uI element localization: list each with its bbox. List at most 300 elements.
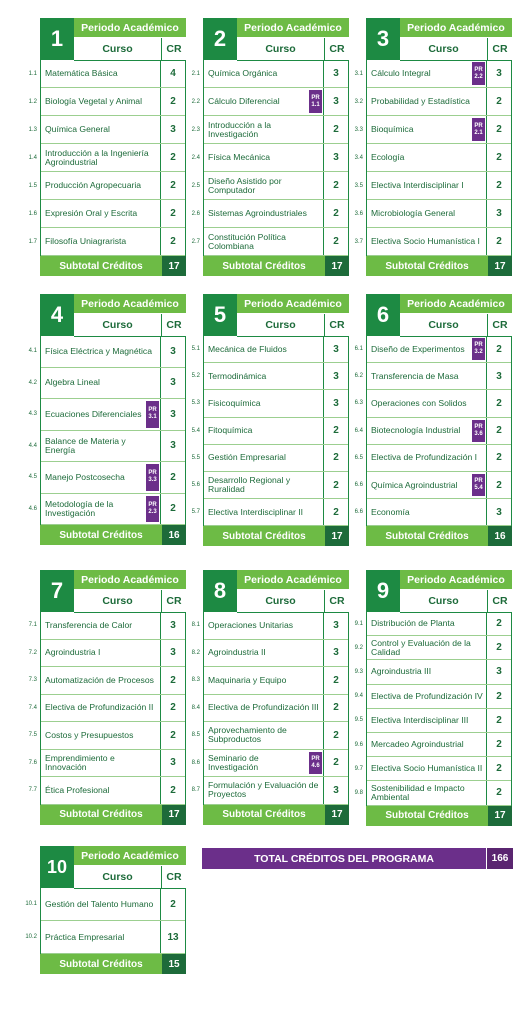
course-code: 4.2 [28, 379, 37, 386]
course-list [25, 888, 186, 954]
period-header [366, 18, 512, 60]
course-code: 8.1 [191, 622, 200, 629]
course-name [41, 200, 160, 227]
course-credits: 3 [323, 640, 348, 667]
course-row [191, 116, 348, 144]
period-number: 5 [203, 294, 237, 336]
period-title: Periodo Académico [237, 570, 349, 589]
course-name [367, 228, 486, 255]
course-name-text: Diseño de Experimentos [371, 343, 465, 354]
course-code: 6.5 [354, 454, 363, 461]
course-credits: 2 [486, 418, 511, 444]
course-credits: 2 [486, 612, 511, 635]
subtotal-value: 17 [488, 806, 512, 826]
course-name-text: Electiva de Profundización IV [371, 690, 483, 701]
course-code: 9.2 [354, 644, 363, 651]
course-code: 2.6 [191, 210, 200, 217]
course-name [367, 144, 486, 171]
course-column-header: Curso [102, 319, 133, 331]
period-title: Periodo Académico [400, 294, 512, 313]
course-code: 1.7 [28, 238, 37, 245]
course-row [191, 144, 348, 172]
course-code: 5.3 [191, 400, 200, 407]
subtotal-value: 17 [162, 805, 186, 825]
course-row [354, 709, 511, 733]
period-title: Periodo Académico [74, 294, 186, 313]
course-code: 6.1 [354, 346, 363, 353]
course-code: 4.5 [28, 474, 37, 481]
course-credits: 2 [160, 228, 185, 255]
course-name-text: Automatización de Procesos [45, 674, 154, 685]
credits-column-header: CR [487, 590, 512, 612]
course-credits: 2 [486, 88, 511, 115]
course-name-text: Agroindustria III [371, 666, 432, 677]
course-name-text: Electiva de Profundización II [45, 702, 154, 713]
course-credits: 2 [486, 445, 511, 471]
course-credits: 2 [486, 781, 511, 804]
column-headers [74, 38, 186, 61]
course-credits: 2 [486, 390, 511, 416]
course-credits: 3 [323, 336, 348, 362]
period-number: 1 [40, 18, 74, 60]
course-name-text: Distribución de Planta [371, 618, 455, 629]
period-block-2 [191, 18, 349, 276]
course-credits: 2 [486, 336, 511, 362]
course-row [354, 390, 511, 417]
period-block-9 [354, 570, 512, 826]
course-list [28, 336, 186, 525]
course-row [28, 640, 185, 668]
period-number: 7 [40, 570, 74, 612]
course-name-text: Biotecnología Industrial [371, 425, 461, 436]
course-name [367, 88, 486, 115]
course-name-text: Filosofía Uniagrarista [45, 236, 127, 246]
course-row [191, 60, 348, 88]
course-name-text: Algebra Lineal [45, 377, 100, 388]
course-column-header: Curso [265, 319, 296, 331]
course-credits: 2 [323, 750, 348, 777]
course-name [204, 472, 323, 498]
course-code: 9.8 [354, 789, 363, 796]
credits-column-header: CR [487, 314, 512, 336]
course-name-text: Probabilidad y Estadística [371, 96, 470, 106]
course-code: 4.1 [28, 348, 37, 355]
course-credits: 3 [486, 200, 511, 227]
course-code: 2.4 [191, 154, 200, 161]
course-name [204, 336, 323, 362]
course-row [191, 472, 348, 499]
course-credits: 2 [486, 709, 511, 732]
column-headers [74, 866, 186, 889]
course-name [204, 612, 323, 639]
course-name-text: Economía [371, 506, 410, 517]
course-name-text: Transferencia de Masa [371, 370, 459, 381]
course-code: 5.7 [191, 509, 200, 516]
course-credits: 2 [486, 144, 511, 171]
course-name-text: Introducción a la Investigación [208, 119, 272, 139]
course-name [367, 116, 486, 143]
course-row [28, 462, 185, 494]
course-row [25, 888, 185, 921]
course-code: 10.2 [25, 934, 37, 940]
period-header [40, 18, 186, 60]
course-list [191, 60, 349, 256]
course-credits: 3 [323, 612, 348, 639]
course-name [41, 494, 160, 525]
course-name-text: Operaciones Unitarias [208, 619, 294, 630]
credits-column-header: CR [324, 314, 349, 336]
course-row [191, 667, 348, 695]
course-row [28, 612, 185, 640]
course-name [41, 116, 160, 143]
course-row [354, 363, 511, 390]
course-name-text: Cálculo Diferencial [208, 96, 280, 106]
course-credits: 3 [323, 363, 348, 389]
course-row [28, 777, 185, 805]
subtotal-value: 17 [325, 256, 349, 276]
course-list [354, 60, 512, 256]
period-title: Periodo Académico [74, 570, 186, 589]
course-row [354, 336, 511, 363]
course-name [41, 695, 160, 722]
course-code: 5.4 [191, 427, 200, 434]
course-name [41, 172, 160, 199]
subtotal-row [366, 526, 512, 546]
subtotal-value: 15 [162, 954, 186, 974]
course-code: 2.3 [191, 126, 200, 133]
course-code: 8.7 [191, 787, 200, 794]
course-credits: 2 [160, 888, 185, 920]
course-name-text: Práctica Empresarial [45, 931, 125, 942]
course-name-text: Ecuaciones Diferenciales [45, 408, 142, 419]
course-code: 10.1 [25, 901, 37, 907]
course-name-text: Mecánica de Fluidos [208, 343, 287, 354]
course-name [204, 88, 323, 115]
course-name-text: Sostenibilidad e Impacto Ambiental [371, 782, 465, 802]
course-code: 7.7 [28, 787, 37, 794]
course-code: 9.4 [354, 693, 363, 700]
course-column-header: Curso [265, 595, 296, 607]
course-name-text: Electiva de Profundización III [208, 702, 319, 713]
course-name-text: Balance de Materia y Energía [45, 435, 126, 455]
course-code: 2.1 [191, 70, 200, 77]
course-credits: 3 [323, 390, 348, 416]
subtotal-row [203, 256, 349, 276]
course-name [367, 660, 486, 683]
course-code: 7.6 [28, 759, 37, 766]
course-credits: 3 [160, 640, 185, 667]
course-credits: 2 [486, 733, 511, 756]
course-credits: 3 [160, 612, 185, 639]
course-code: 3.4 [354, 154, 363, 161]
course-name-text: Biología Vegetal y Animal [45, 96, 142, 106]
course-name [367, 685, 486, 708]
course-name [204, 722, 323, 749]
course-name-text: Manejo Postcosecha [45, 471, 125, 482]
course-row [191, 445, 348, 472]
course-credits: 13 [160, 921, 185, 953]
prerequisite-badge: PR 3.3 [146, 464, 159, 491]
course-code: 1.2 [28, 98, 37, 105]
course-code: 3.3 [354, 126, 363, 133]
period-header [203, 570, 349, 612]
course-row [191, 336, 348, 363]
course-name [367, 733, 486, 756]
prerequisite-badge: PR 4.6 [309, 752, 322, 775]
course-name-text: Agroindustria II [208, 647, 266, 658]
course-name-text: Fisicoquímica [208, 397, 261, 408]
course-column-header: Curso [102, 871, 133, 883]
period-title: Periodo Académico [400, 18, 512, 37]
course-credits: 2 [323, 445, 348, 471]
course-code: 5.2 [191, 373, 200, 380]
course-row [354, 612, 511, 636]
course-name-text: Transferencia de Calor [45, 619, 133, 630]
course-name [204, 172, 323, 199]
course-code: 3.7 [354, 238, 363, 245]
course-name [367, 336, 486, 362]
course-name-text: Microbiología General [371, 208, 456, 218]
course-code: 7.2 [28, 649, 37, 656]
course-row [354, 781, 511, 805]
subtotal-value: 17 [488, 256, 512, 276]
course-credits: 2 [323, 418, 348, 444]
subtotal-label: Subtotal Créditos [366, 526, 488, 546]
subtotal-value: 17 [162, 256, 186, 276]
course-name-text: Producción Agropecuaria [45, 180, 142, 190]
total-credits-value: 166 [486, 848, 513, 869]
course-credits: 3 [323, 144, 348, 171]
course-name [204, 777, 323, 804]
course-row [191, 228, 348, 256]
subtotal-label: Subtotal Créditos [203, 256, 325, 276]
course-name [41, 399, 160, 430]
course-code: 6.4 [354, 427, 363, 434]
course-name-text: Bioquímica [371, 124, 414, 134]
course-code: 2.5 [191, 182, 200, 189]
course-name [204, 499, 323, 525]
period-title: Periodo Académico [74, 18, 186, 37]
course-row [191, 612, 348, 640]
subtotal-row [40, 954, 186, 974]
course-name [41, 777, 160, 804]
column-headers [237, 590, 349, 613]
course-credits: 2 [323, 722, 348, 749]
period-block-10 [25, 846, 186, 974]
course-name [41, 462, 160, 493]
course-credits: 2 [323, 695, 348, 722]
column-headers [237, 314, 349, 337]
course-row [354, 757, 511, 781]
course-name-text: Química Orgánica [208, 68, 278, 78]
course-column-header: Curso [102, 43, 133, 55]
subtotal-label: Subtotal Créditos [203, 526, 325, 546]
period-title: Periodo Académico [74, 846, 186, 865]
course-name [204, 228, 323, 255]
course-code: 3.2 [354, 98, 363, 105]
prerequisite-badge: PR 5.4 [472, 474, 485, 496]
subtotal-row [40, 256, 186, 276]
course-name-text: Ecología [371, 152, 405, 162]
course-code: 8.6 [191, 759, 200, 766]
course-row [191, 695, 348, 723]
course-code: 1.3 [28, 126, 37, 133]
period-title: Periodo Académico [237, 18, 349, 37]
course-name-text: Operaciones con Solidos [371, 397, 467, 408]
course-column-header: Curso [102, 595, 133, 607]
course-row [354, 685, 511, 709]
course-code: 5.5 [191, 454, 200, 461]
course-code: 1.5 [28, 182, 37, 189]
course-credits: 2 [160, 722, 185, 749]
course-credits: 2 [323, 116, 348, 143]
course-code: 2.7 [191, 238, 200, 245]
prerequisite-badge: PR 3.1 [146, 401, 159, 428]
period-block-8 [191, 570, 349, 825]
course-row [191, 640, 348, 668]
course-name [41, 88, 160, 115]
course-column-header: Curso [265, 43, 296, 55]
course-credits: 3 [160, 116, 185, 143]
course-row [354, 472, 511, 499]
course-credits: 3 [160, 750, 185, 777]
course-credits: 3 [160, 431, 185, 462]
course-name-text: Electiva Interdisciplinar III [371, 714, 469, 725]
course-row [191, 750, 348, 778]
course-list [191, 612, 349, 805]
period-block-5 [191, 294, 349, 546]
course-credits: 2 [160, 200, 185, 227]
course-name [204, 200, 323, 227]
course-name [41, 888, 160, 920]
course-credits: 2 [486, 636, 511, 659]
course-row [28, 228, 185, 256]
course-name [41, 640, 160, 667]
course-name [204, 695, 323, 722]
period-header [366, 294, 512, 336]
period-number: 2 [203, 18, 237, 60]
course-credits: 2 [323, 172, 348, 199]
course-row [28, 116, 185, 144]
course-name-text: Cálculo Integral [371, 68, 431, 78]
course-credits: 3 [323, 777, 348, 804]
total-credits-bar [202, 848, 513, 869]
credits-column-header: CR [161, 314, 186, 336]
course-credits: 3 [323, 60, 348, 87]
subtotal-row [40, 805, 186, 825]
subtotal-label: Subtotal Créditos [366, 806, 488, 826]
subtotal-row [40, 525, 186, 545]
course-name [41, 368, 160, 399]
course-credits: 2 [486, 116, 511, 143]
course-name [204, 116, 323, 143]
period-header [40, 846, 186, 888]
column-headers [74, 590, 186, 613]
course-code: 3.5 [354, 182, 363, 189]
course-credits: 2 [160, 667, 185, 694]
course-row [354, 144, 511, 172]
course-name-text: Gestión Empresarial [208, 452, 286, 463]
course-row [354, 200, 511, 228]
course-name [367, 781, 486, 804]
subtotal-value: 17 [325, 805, 349, 825]
course-name-text: Gestión del Talento Humano [45, 898, 154, 909]
course-name [367, 200, 486, 227]
course-name-text: Electiva Socio Humanística II [371, 763, 483, 774]
course-name [204, 418, 323, 444]
column-headers [237, 38, 349, 61]
course-code: 7.1 [28, 622, 37, 629]
total-credits-label: TOTAL CRÉDITOS DEL PROGRAMA [202, 848, 486, 869]
subtotal-row [203, 805, 349, 825]
course-code: 6.6 [354, 482, 363, 489]
period-number: 6 [366, 294, 400, 336]
course-credits: 2 [160, 777, 185, 804]
course-row [354, 733, 511, 757]
subtotal-value: 16 [162, 525, 186, 545]
course-name-text: Electiva Socio Humanística I [371, 236, 480, 246]
course-row [28, 88, 185, 116]
course-name [204, 363, 323, 389]
credits-column-header: CR [487, 38, 512, 60]
course-name-text: Electiva Interdisciplinar II [208, 506, 304, 517]
period-header [40, 570, 186, 612]
course-name [41, 336, 160, 367]
course-row [191, 390, 348, 417]
course-row [28, 494, 185, 526]
course-name-text: Agroindustria I [45, 647, 101, 658]
course-code: 6.2 [354, 373, 363, 380]
course-credits: 2 [486, 472, 511, 498]
course-name [367, 709, 486, 732]
column-headers [400, 38, 512, 61]
course-name-text: Expresión Oral y Escrita [45, 208, 138, 218]
course-row [28, 200, 185, 228]
subtotal-label: Subtotal Créditos [40, 805, 162, 825]
period-number: 10 [40, 846, 74, 888]
period-number: 9 [366, 570, 400, 612]
course-code: 7.4 [28, 704, 37, 711]
course-credits: 3 [160, 399, 185, 430]
course-code: 4.4 [28, 442, 37, 449]
course-row [25, 921, 185, 954]
course-row [28, 722, 185, 750]
course-column-header: Curso [428, 319, 459, 331]
course-row [354, 636, 511, 660]
course-name-text: Formulación y Evaluación de Proyectos [208, 780, 319, 800]
course-row [28, 399, 185, 431]
prerequisite-badge: PR 3.2 [472, 338, 485, 360]
course-list [191, 336, 349, 526]
course-credits: 2 [160, 462, 185, 493]
course-row [354, 660, 511, 684]
period-header [40, 294, 186, 336]
course-credits: 2 [486, 228, 511, 255]
course-code: 8.5 [191, 732, 200, 739]
course-row [354, 116, 511, 144]
course-row [28, 695, 185, 723]
course-row [191, 418, 348, 445]
course-name [41, 921, 160, 953]
course-code: 4.6 [28, 505, 37, 512]
period-header [366, 570, 512, 612]
course-row [191, 363, 348, 390]
course-credits: 2 [323, 228, 348, 255]
subtotal-label: Subtotal Créditos [203, 805, 325, 825]
course-code: 1.6 [28, 210, 37, 217]
course-list [28, 612, 186, 805]
course-code: 4.3 [28, 411, 37, 418]
